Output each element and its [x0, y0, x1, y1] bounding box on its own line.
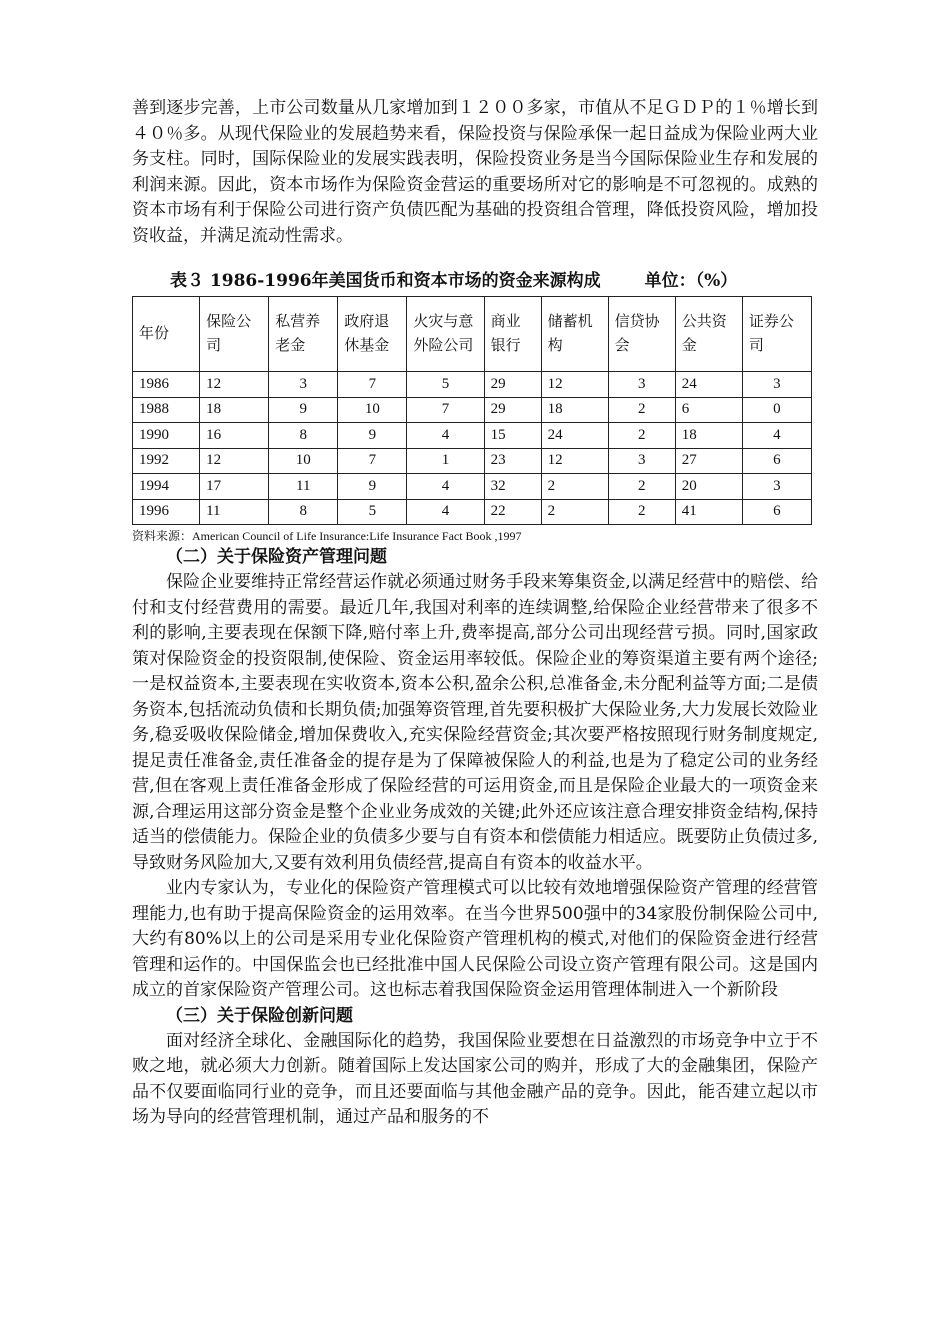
table-cell: 23: [484, 448, 541, 474]
table-cell: 9: [269, 397, 338, 423]
table-cell: 27: [675, 448, 742, 474]
table-cell: 4: [407, 499, 484, 525]
table-cell: 22: [484, 499, 541, 525]
table-header: 保险公司: [200, 297, 269, 372]
table-cell: 12: [200, 372, 269, 398]
section2-paragraph-2: 业内专家认为，专业化的保险资产管理模式可以比较有效地增强保险资产管理的经营管理能力,也有助于提高保险资金的运用效率。在当今世界500强中的34家股份制保险公司中,大约有80%以上的公司是采用专业化保险资产管理机构的模式,对他们的保险资金进行经营管理和运作的。中国保监会也已经批准中国人民保险公司设立资产管理有限公司。这是国内成立的首家保险资产管理公司。这也标志着我国保险资金运用管理体制进入一个新阶段: [132, 878, 818, 1000]
table-cell: 1992: [133, 448, 200, 474]
document-page: [132, 96, 818, 1131]
table-cell: 6: [675, 397, 742, 423]
table-cell: 3: [608, 372, 675, 398]
table-cell: 11: [269, 474, 338, 500]
table-cell: 12: [541, 372, 608, 398]
funding-sources-table: [132, 296, 812, 525]
table-cell: 4: [742, 423, 811, 449]
table-row: [133, 499, 812, 525]
table-row: [133, 448, 812, 474]
table-cell: 29: [484, 372, 541, 398]
table-cell: 7: [407, 397, 484, 423]
table-cell: 2: [541, 499, 608, 525]
table-cell: 15: [484, 423, 541, 449]
section3-paragraph-1: 面对经济全球化、金融国际化的趋势，我国保险业要想在日益激烈的市场竞争中立于不败之地，就必须大力创新。随着国际上发达国家公司的购并，形成了大的金融集团，保险产品不仅要面临同行业的竞争，而且还要面临与其他金融产品的竞争。因此，能否建立起以市场为导向的经营管理机制，通过产品和服务的不: [132, 1030, 818, 1127]
table-cell: 32: [484, 474, 541, 500]
table-title: 表３ 1986-1996年美国货币和资本市场的资金来源构成: [170, 271, 601, 291]
table-cell: 10: [338, 397, 407, 423]
table-cell: 3: [608, 448, 675, 474]
table-header: 公共资金: [675, 297, 742, 372]
table-header: 储蓄机构: [541, 297, 608, 372]
table-cell: 5: [338, 499, 407, 525]
table-header: 政府退休基金: [338, 297, 407, 372]
table-cell: 12: [200, 448, 269, 474]
table-cell: 18: [541, 397, 608, 423]
table-cell: 24: [541, 423, 608, 449]
table-cell: 29: [484, 397, 541, 423]
table-header: 火灾与意外险公司: [407, 297, 484, 372]
table-cell: 1996: [133, 499, 200, 525]
intro-paragraph: 善到逐步完善，上市公司数量从几家增加到１２００多家，市值从不足ＧＤＰ的１％增长到４０％多。从现代保险业的发展趋势来看，保险投资与保险承保一起日益成为保险业两大业务支柱。同时，国际保险业的发展实践表明，保险投资业务是当今国际保险业生存和发展的利润来源。因此，资本市场作为保险资金营运的重要场所对它的影响是不可忽视的。成熟的资本市场有利于保险公司进行资产负债匹配为基础的投资组合管理，降低投资风险，增加投资收益，并满足流动性需求。: [132, 98, 818, 246]
table-cell: 11: [200, 499, 269, 525]
table-cell: 9: [338, 423, 407, 449]
table-cell: 7: [338, 372, 407, 398]
table-cell: 0: [742, 397, 811, 423]
table-unit: 单位：（%）: [644, 271, 738, 291]
table-cell: 6: [742, 448, 811, 474]
section3-heading: （三）关于保险创新问题: [166, 1005, 353, 1026]
table-cell: 24: [675, 372, 742, 398]
table-cell: 1994: [133, 474, 200, 500]
table-cell: 41: [675, 499, 742, 525]
table-cell: 10: [269, 448, 338, 474]
table-cell: 5: [407, 372, 484, 398]
table-cell: 1986: [133, 372, 200, 398]
table-row: [133, 423, 812, 449]
table-cell: 4: [407, 423, 484, 449]
table-cell: 18: [675, 423, 742, 449]
table-header: 商业银行: [484, 297, 541, 372]
table-cell: 12: [541, 448, 608, 474]
table-cell: 1990: [133, 423, 200, 449]
table-cell: 2: [541, 474, 608, 500]
table-cell: 3: [269, 372, 338, 398]
table-cell: 9: [338, 474, 407, 500]
table-cell: 20: [675, 474, 742, 500]
table-cell: 3: [742, 474, 811, 500]
section2-heading: （二）关于保险资产管理问题: [166, 547, 387, 567]
table-cell: 6: [742, 499, 811, 525]
table-row: [133, 372, 812, 398]
table-cell: 2: [608, 423, 675, 449]
table-cell: 8: [269, 423, 338, 449]
table-cell: 1: [407, 448, 484, 474]
table-cell: 7: [338, 448, 407, 474]
table-cell: 3: [742, 372, 811, 398]
table-header: 信贷协会: [608, 297, 675, 372]
table-cell: 2: [608, 474, 675, 500]
table-header-row: [133, 297, 812, 372]
table-row: [133, 397, 812, 423]
table-caption: [132, 269, 818, 293]
table-row: [133, 474, 812, 500]
table-header: 私营养老金: [269, 297, 338, 372]
table-header: 年份: [133, 297, 200, 372]
table-cell: 1988: [133, 397, 200, 423]
table-cell: 2: [608, 397, 675, 423]
table-cell: 17: [200, 474, 269, 500]
table-cell: 18: [200, 397, 269, 423]
table-source: 资料来源：American Council of Life Insurance:Life Insurance Fact Book ,1997: [132, 529, 522, 543]
table-cell: 4: [407, 474, 484, 500]
table-cell: 2: [608, 499, 675, 525]
section2-paragraph-1: 保险企业要维持正常经营运作就必须通过财务手段来筹集资金,以满足经营中的赔偿、给付和支付经营费用的需要。最近几年,我国对利率的连续调整,给保险企业经营带来了很多不利的影响,主要表现在保额下降,赔付率上升,费率提高,部分公司出现经营亏损。同时,国家政策对保险资金的投资限制,使保险、资金运用率较低。保险企业的筹资渠道主要有两个途径;一是权益资本,主要表现在实收资本,资本公积,盈余公积,总准备金,未分配利益等方面;二是债务资本,包括流动负债和长期负债;加强筹资管理,首先要积极扩大保险业务,大力发展长效险业务,稳妥吸收保险储金,增加保费收入,充实保险经营资金;其次要严格按照现行财务制度规定,提足责任准备金,责任准备金的提存是为了保障被保险人的利益,也是为了稳定公司的业务经营,但在客观上责任准备金形成了保险经营的可运用资金,而且是保险企业最大的一项资金来源,合理运用这部分资金是整个企业业务成效的关键;此外还应该注意合理安排资金结构,保持适当的偿债能力。保险企业的负债多少要与自有资本和偿债能力相适应。既要防止负债过多,导致财务风险加大,又要有效利用负债经营,提高自有资本的收益水平。: [132, 572, 818, 873]
table-cell: 16: [200, 423, 269, 449]
table-header: 证券公司: [742, 297, 811, 372]
table-cell: 8: [269, 499, 338, 525]
